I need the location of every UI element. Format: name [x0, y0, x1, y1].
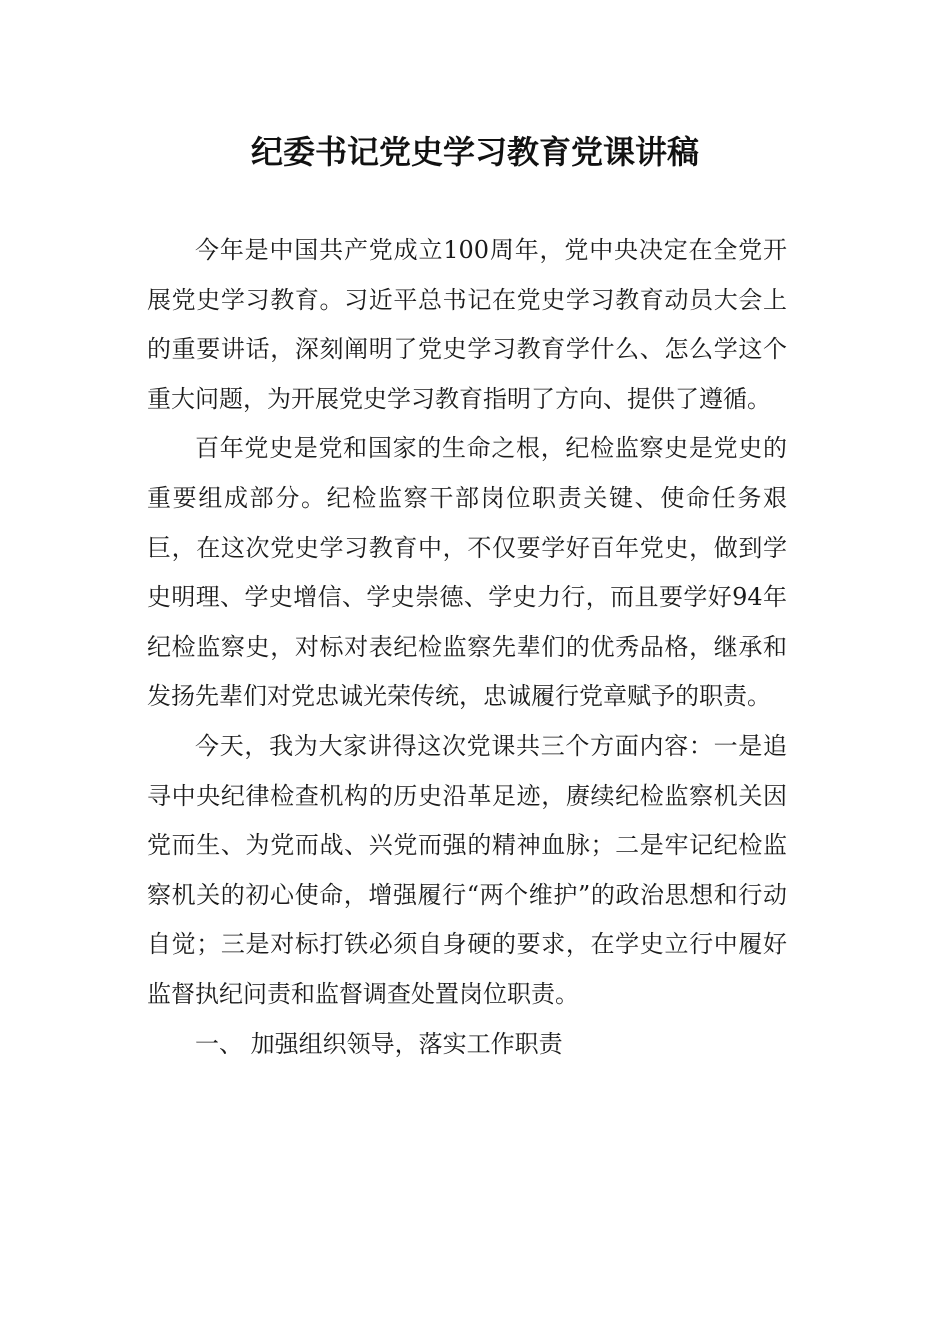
paragraph-2: 百年党史是党和国家的生命之根，纪检监察史是党史的重要组成部分。纪检监察干部岗位职责关键、使命任务艰巨，在这次党史学习教育中，不仅要学好百年党史，做到学史明理、学史增信、学史崇德、学史力行，而且要学好94年纪检监察史，对标对表纪检监察先辈们的优秀品格，继承和发扬先辈们对党忠诚光荣传统，忠诚履行党章赋予的职责。: [147, 434, 787, 711]
paragraph-1: 今年是中国共产党成立100周年，党中央决定在全党开展党史学习教育。习近平总书记在党史学习教育动员大会上的重要讲话，深刻阐明了党史学习教育学什么、怎么学这个重大问题，为开展党史学习教育指明了方向、提供了遵循。: [147, 236, 787, 413]
section-heading: 一、 加强组织领导，落实工作职责: [195, 1029, 563, 1058]
document-title: 纪委书记党史学习教育党课讲稿: [250, 133, 699, 171]
document-body: [147, 226, 787, 1069]
paragraph-3: 今天，我为大家讲得这次党课共三个方面内容：一是追寻中央纪律检查机构的历史沿革足迹，赓续纪检监察机关因党而生、为党而战、兴党而强的精神血脉；二是牢记纪检监察机关的初心使命，增强履行“两个维护”的政治思想和行动自觉；三是对标打铁必须自身硬的要求，在学史立行中履好监督执纪问责和监督调查处置岗位职责。: [147, 731, 787, 1008]
